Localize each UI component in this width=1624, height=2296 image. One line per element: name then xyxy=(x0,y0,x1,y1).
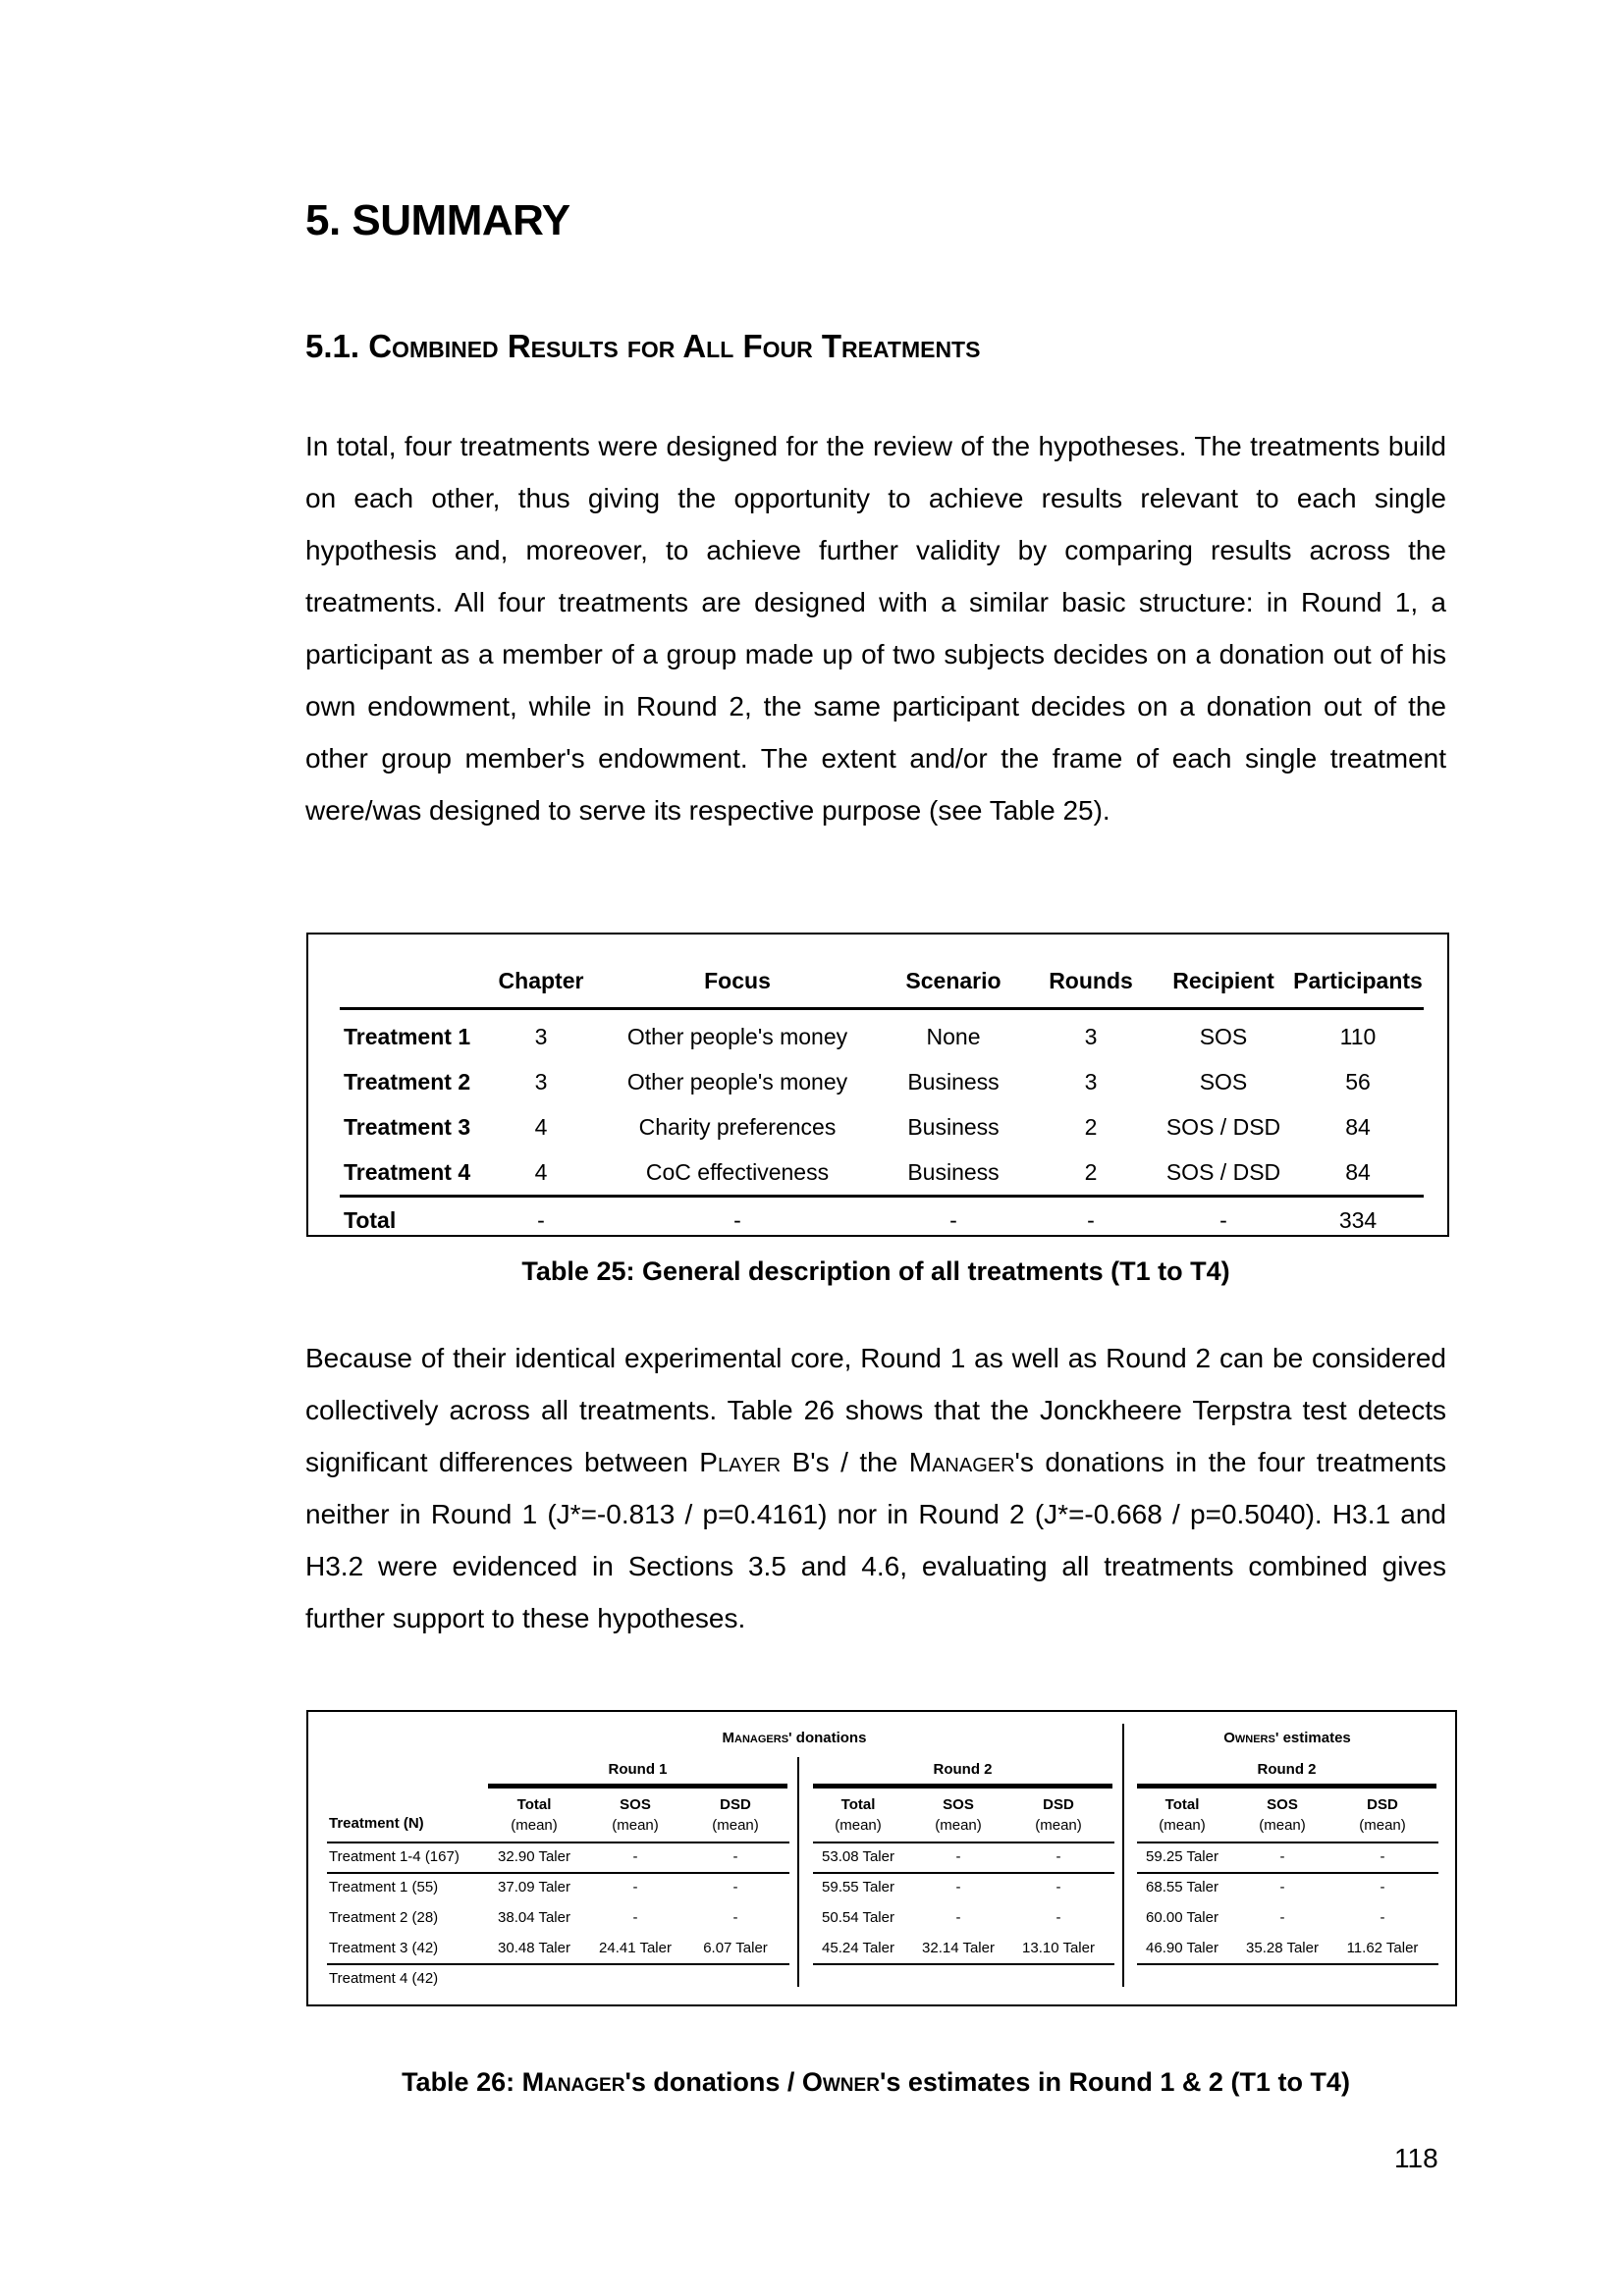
cell: - xyxy=(732,1848,738,1865)
cell: - xyxy=(1027,1197,1155,1244)
section-number: 5.1. xyxy=(305,328,360,364)
paragraph-intro: In total, four treatments were designed for the review of the hypotheses. The treatments build on each other, thus giving the opportunity to achieve results relevant to each single hypothesis and, moreover, to achieve further validity by comparing results across the treatments. All four treatments are designed with a similar basic structure: in Round 1, a participant as a member of a group made up of two subjects decides on a donation out of his own endowment, while in Round 2, the same participant decides on a donation out of the other group member's endowment. The extent and/or the frame of each single treatment were/was designed to serve its respective purpose (see Table 25). xyxy=(305,431,1446,826)
cell: - xyxy=(1279,1848,1285,1865)
chapter-heading: 5. SUMMARY xyxy=(305,196,570,244)
text-run-smallcaps: Manager xyxy=(908,1447,1015,1477)
text-run: Table 26: xyxy=(402,2067,522,2097)
header-text: SOS xyxy=(1267,1796,1298,1813)
cell: - xyxy=(1155,1197,1292,1244)
cell: - xyxy=(955,1848,961,1865)
header-subtext: (mean) xyxy=(612,1817,659,1834)
cell: 4 xyxy=(534,1113,548,1140)
cell: 24.41 Taler xyxy=(599,1940,672,1956)
rule xyxy=(327,1872,789,1874)
row-label: Treatment 3 (42) xyxy=(329,1940,439,1956)
rule xyxy=(813,1842,1114,1843)
cell: 38.04 Taler xyxy=(498,1909,570,1926)
column-header xyxy=(1133,1794,1231,1836)
rule xyxy=(1137,1842,1438,1843)
header-subtext: (mean) xyxy=(935,1817,982,1834)
treatment-description-table xyxy=(340,954,1424,1243)
rule xyxy=(813,1872,1114,1874)
row-label: Treatment 2 xyxy=(344,1068,471,1095)
row-label: Treatment 4 (42) xyxy=(329,1970,439,1987)
cell: 35.28 Taler xyxy=(1246,1940,1319,1956)
cell: SOS / DSD xyxy=(1165,1113,1281,1140)
cell: - xyxy=(880,1197,1027,1244)
vertical-divider xyxy=(1122,1724,1124,1987)
row-label: Treatment 1-4 (167) xyxy=(329,1848,460,1865)
cell: SOS xyxy=(1199,1068,1248,1095)
cell: 37.09 Taler xyxy=(498,1879,570,1896)
column-header xyxy=(1233,1794,1331,1836)
row-label: Treatment 2 (28) xyxy=(329,1909,439,1926)
cell: - xyxy=(955,1879,961,1896)
thick-rule xyxy=(488,1784,787,1789)
cell: 32.14 Taler xyxy=(922,1940,995,1956)
header-subtext: (mean) xyxy=(511,1817,558,1834)
header-text: DSD xyxy=(720,1796,751,1813)
header-subtext: (mean) xyxy=(712,1817,759,1834)
rule xyxy=(1137,1872,1438,1874)
header-text: SOS xyxy=(943,1796,974,1813)
header-cell xyxy=(340,954,487,1009)
table-header-row xyxy=(340,954,1424,1009)
cell: Business xyxy=(907,1068,1000,1095)
column-header xyxy=(485,1794,583,1836)
header-text: Total xyxy=(1164,1796,1200,1813)
cell: Other people's money xyxy=(626,1068,848,1095)
round-title: Round 2 xyxy=(933,1761,993,1778)
table-row xyxy=(340,1059,1424,1104)
cell: 11.62 Taler xyxy=(1346,1940,1419,1956)
text-run-smallcaps: Managers xyxy=(722,1730,789,1746)
table-25-caption: Table 25: General description of all treatments (T1 to T4) xyxy=(521,1256,1230,1286)
cell: SOS xyxy=(1199,1023,1248,1049)
header-text: SOS xyxy=(620,1796,651,1813)
cell: 53.08 Taler xyxy=(822,1848,894,1865)
thick-rule xyxy=(1137,1784,1436,1789)
cell: 3 xyxy=(1084,1023,1098,1049)
text-run: ' donations xyxy=(788,1730,867,1746)
cell: - xyxy=(1380,1909,1385,1926)
cell: None xyxy=(926,1023,981,1049)
text-run-smallcaps: Owner xyxy=(801,2067,880,2097)
text-run: Because of their identical experimental core, Round 1 as well as Round 2 can be considered collectively across all treatments. Table 26 shows that the Jonckheere Terpstra test detects significant differences between xyxy=(305,1343,1446,1477)
cell: 2 xyxy=(1084,1158,1098,1185)
rule xyxy=(1137,1963,1438,1965)
row-label: Treatment 1 xyxy=(344,1023,471,1049)
rule xyxy=(327,1842,789,1843)
header-cell: Scenario xyxy=(880,954,1027,1009)
paragraph-results xyxy=(305,1332,1446,1644)
cell: 4 xyxy=(534,1158,548,1185)
table-row xyxy=(340,1009,1424,1060)
header-text: DSD xyxy=(1367,1796,1398,1813)
cell: - xyxy=(1056,1848,1061,1865)
header-cell: Chapter xyxy=(487,954,595,1009)
cell: - xyxy=(632,1879,638,1896)
table-row xyxy=(340,1149,1424,1197)
header-subtext: (mean) xyxy=(835,1817,882,1834)
cell: 46.90 Taler xyxy=(1146,1940,1218,1956)
text-run: B's / the xyxy=(781,1447,909,1477)
group-title-managers xyxy=(465,1730,1123,1746)
header-text: DSD xyxy=(1043,1796,1074,1813)
cell: - xyxy=(1380,1848,1385,1865)
cell: - xyxy=(1056,1909,1061,1926)
text-run-smallcaps: Player xyxy=(699,1447,782,1477)
table-25 xyxy=(306,933,1449,1237)
section-heading xyxy=(305,328,980,365)
group-title-owners xyxy=(1125,1730,1449,1746)
table-26-caption xyxy=(305,2067,1446,2098)
cell: SOS / DSD xyxy=(1165,1158,1281,1185)
vertical-divider xyxy=(797,1757,799,1987)
rule xyxy=(813,1963,1114,1965)
rule xyxy=(327,1963,789,1965)
cell: - xyxy=(632,1909,638,1926)
text-run: ' estimates xyxy=(1274,1730,1351,1746)
cell: 3 xyxy=(1084,1068,1098,1095)
cell: 60.00 Taler xyxy=(1146,1909,1218,1926)
row-label: Treatment 4 xyxy=(344,1158,471,1185)
round-title: Round 1 xyxy=(608,1761,668,1778)
cell: Business xyxy=(907,1158,1000,1185)
row-label: Total xyxy=(340,1197,487,1244)
cell: 3 xyxy=(534,1023,548,1049)
cell: - xyxy=(1056,1879,1061,1896)
cell: 3 xyxy=(534,1068,548,1095)
text-run-smallcaps: Manager xyxy=(521,2067,625,2097)
cell: 50.54 Taler xyxy=(822,1909,894,1926)
cell: 2 xyxy=(1084,1113,1098,1140)
cell: 45.24 Taler xyxy=(822,1940,894,1956)
treatment-column-header: Treatment (N) xyxy=(329,1815,424,1832)
header-cell: Recipient xyxy=(1155,954,1292,1009)
cell: - xyxy=(955,1909,961,1926)
column-header xyxy=(909,1794,1007,1836)
cell: 110 xyxy=(1339,1023,1377,1049)
page-number: 118 xyxy=(1394,2143,1438,2173)
row-label: Treatment 1 (55) xyxy=(329,1879,439,1896)
header-text: Total xyxy=(840,1796,876,1813)
header-text: Total xyxy=(516,1796,552,1813)
cell: - xyxy=(487,1197,595,1244)
header-subtext: (mean) xyxy=(1159,1817,1206,1834)
cell: 334 xyxy=(1292,1197,1424,1244)
header-cell: Rounds xyxy=(1027,954,1155,1009)
section-title: Combined Results for All Four Treatments xyxy=(368,328,981,364)
thick-rule xyxy=(813,1784,1112,1789)
cell: 13.10 Taler xyxy=(1022,1940,1095,1956)
text-run: 's donations / xyxy=(624,2067,802,2097)
header-subtext: (mean) xyxy=(1259,1817,1306,1834)
column-header xyxy=(1009,1794,1108,1836)
table-26 xyxy=(306,1710,1457,2006)
cell: Charity preferences xyxy=(638,1113,837,1140)
text-run-smallcaps: Owners xyxy=(1223,1730,1275,1746)
cell: - xyxy=(595,1197,880,1244)
cell: - xyxy=(732,1909,738,1926)
cell: - xyxy=(1279,1879,1285,1896)
column-header xyxy=(809,1794,907,1836)
cell: - xyxy=(1380,1879,1385,1896)
column-header xyxy=(586,1794,684,1836)
cell: 32.90 Taler xyxy=(498,1848,570,1865)
cell: 30.48 Taler xyxy=(498,1940,570,1956)
cell: 68.55 Taler xyxy=(1146,1879,1218,1896)
cell: - xyxy=(632,1848,638,1865)
cell: Business xyxy=(907,1113,1000,1140)
table-total-row xyxy=(340,1197,1424,1244)
cell: 6.07 Taler xyxy=(703,1940,768,1956)
text-run: 's estimates in Round 1 & 2 (T1 to T4) xyxy=(879,2067,1350,2097)
cell: Other people's money xyxy=(626,1023,848,1049)
table-row xyxy=(340,1104,1424,1149)
round-title: Round 2 xyxy=(1257,1761,1317,1778)
cell: 56 xyxy=(1345,1068,1371,1095)
text-run: 's donations in the four treatments neither in Round 1 (J*=-0.813 / p=0.4161) nor in Round 2 (J*=-0.668 / p=0.5040). H3.1 and H3.2 were evidenced in Sections 3.5 and 4.6, evaluating all treatments combined gives further support to these hypotheses. xyxy=(305,1447,1446,1633)
header-cell: Focus xyxy=(595,954,880,1009)
cell: 84 xyxy=(1345,1113,1371,1140)
row-label: Treatment 3 xyxy=(344,1113,471,1140)
column-header xyxy=(686,1794,785,1836)
column-header xyxy=(1333,1794,1432,1836)
cell: 84 xyxy=(1345,1158,1371,1185)
cell: - xyxy=(1279,1909,1285,1926)
cell: - xyxy=(732,1879,738,1896)
cell: CoC effectiveness xyxy=(645,1158,830,1185)
cell: 59.55 Taler xyxy=(822,1879,894,1896)
cell: 59.25 Taler xyxy=(1146,1848,1218,1865)
header-subtext: (mean) xyxy=(1035,1817,1082,1834)
header-subtext: (mean) xyxy=(1359,1817,1406,1834)
header-cell: Participants xyxy=(1292,954,1424,1009)
